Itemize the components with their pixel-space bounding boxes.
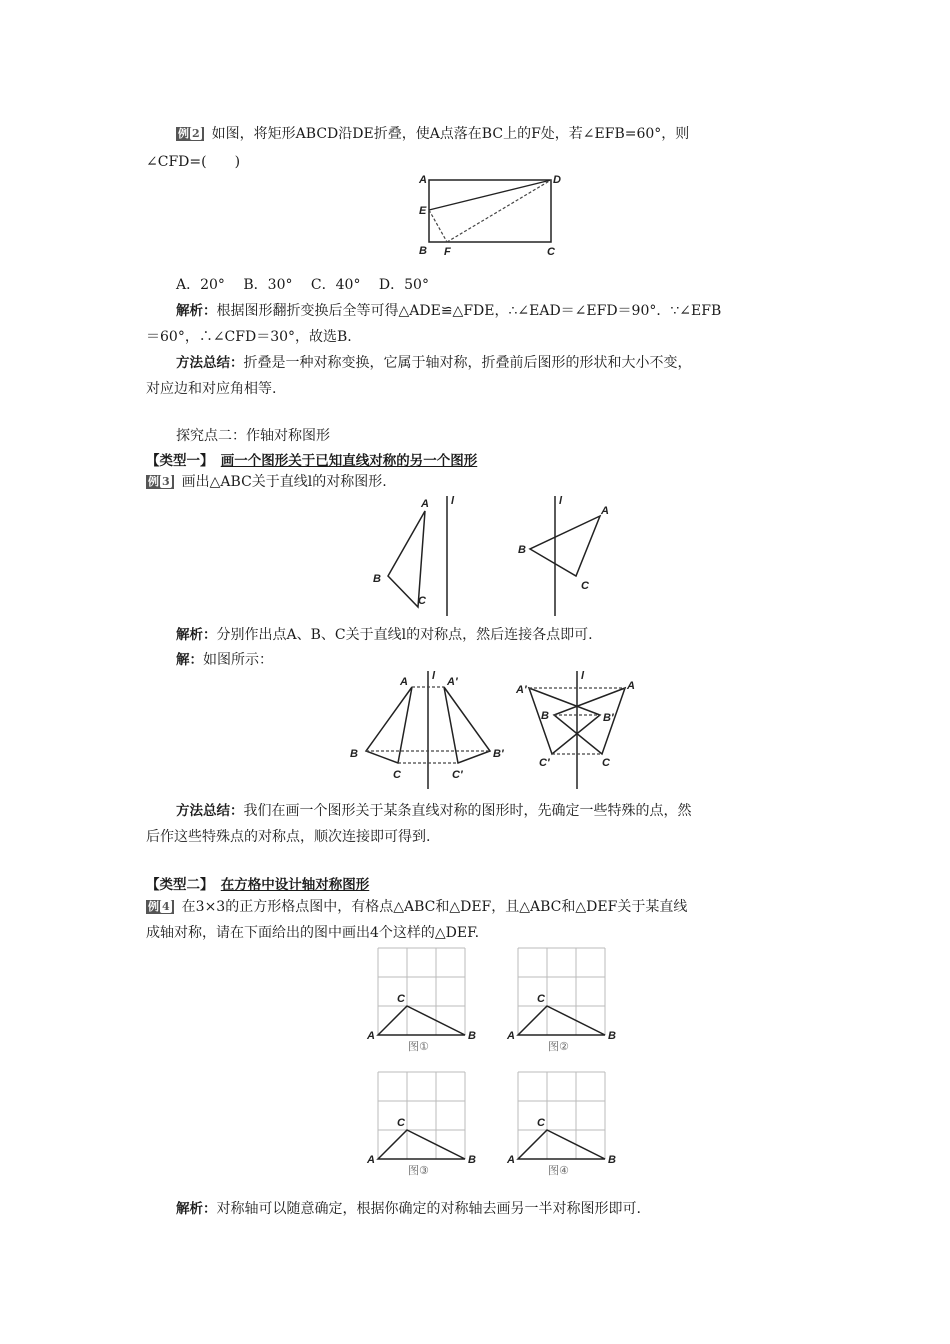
type2-heading: 【类型二】 在方格中设计轴对称图形 bbox=[146, 877, 370, 893]
ex4-analysis: 解析：对称轴可以随意确定，根据你确定的对称轴去画另一半对称图形即可. bbox=[176, 1201, 641, 1217]
label-c: C bbox=[537, 1117, 545, 1129]
label-b: B bbox=[468, 1154, 476, 1166]
ex3-question: 例 3 画出△ABC关于直线l的对称图形. bbox=[148, 474, 387, 490]
type1-heading: 【类型一】 画一个图形关于已知直线对称的另一个图形 bbox=[146, 453, 478, 469]
ex2-analysis-line2: ＝60°，∴∠CFD＝30°，故选B. bbox=[146, 329, 352, 345]
ex2-analysis-line1: 解析：根据图形翻折变换后全等可得△ADE≌△FDE，∴∠EAD＝∠EFD＝90°．∵∠EFB bbox=[176, 303, 722, 319]
label-b: B bbox=[419, 245, 427, 257]
dashed-ef bbox=[429, 210, 447, 242]
ex3-solution-figure bbox=[340, 665, 650, 795]
label-a: A bbox=[400, 676, 408, 688]
label-a: A bbox=[627, 680, 635, 692]
label-a: A bbox=[507, 1030, 515, 1042]
figure-caption: 图③ bbox=[408, 1165, 429, 1177]
label-c: C bbox=[393, 769, 401, 781]
label-b: B bbox=[608, 1154, 616, 1166]
label-b: B bbox=[468, 1030, 476, 1042]
label-c: C bbox=[397, 1117, 405, 1129]
dashed-fd bbox=[447, 180, 551, 242]
label-e: E bbox=[419, 205, 427, 217]
label-b2: B′ bbox=[493, 748, 504, 760]
label-c: C bbox=[537, 993, 545, 1005]
label-c: C bbox=[397, 993, 405, 1005]
section-title: 探究点二：作轴对称图形 bbox=[176, 428, 330, 444]
label-a: A bbox=[419, 174, 427, 186]
label-d: D bbox=[553, 174, 561, 186]
label-l: l bbox=[432, 670, 436, 682]
label-b: B bbox=[608, 1030, 616, 1042]
label-l: l bbox=[581, 670, 585, 682]
figure-caption: 图② bbox=[548, 1041, 569, 1053]
label-a: A bbox=[507, 1154, 515, 1166]
ex2-options: A．20° B．30° C．40° D．50° bbox=[176, 277, 429, 293]
label-a2: A′ bbox=[516, 684, 527, 696]
label-c: C bbox=[581, 580, 589, 592]
label-f: F bbox=[444, 246, 451, 258]
example-badge: 例 4 bbox=[146, 900, 174, 914]
label-b: B bbox=[373, 573, 381, 585]
label-c: C bbox=[602, 757, 610, 769]
grid-figure-3 bbox=[366, 1072, 476, 1177]
label-a: A bbox=[367, 1154, 375, 1166]
grid-figure-2 bbox=[506, 948, 616, 1053]
label-b2: B′ bbox=[603, 712, 614, 724]
label-c2: C′ bbox=[452, 769, 463, 781]
label-b: B bbox=[541, 710, 549, 722]
ex2-summary-line1: 方法总结：折叠是一种对称变换，它属于轴对称，折叠前后图形的形状和大小不变， bbox=[176, 355, 692, 371]
example-badge: 例 2 bbox=[176, 127, 204, 141]
fold-rectangle-figure bbox=[410, 168, 570, 258]
ex3-analysis: 解析：分别作出点A、B、C关于直线l的对称点，然后连接各点即可. bbox=[176, 627, 593, 643]
label-a: A bbox=[421, 498, 429, 510]
rectangle-abcd bbox=[429, 180, 551, 242]
triangle-abc bbox=[518, 1006, 605, 1035]
ex3-summary-line2: 后作这些特殊点的对称点，顺次连接即可得到. bbox=[146, 829, 431, 845]
triangle-abc bbox=[378, 1006, 465, 1035]
grid-figures bbox=[360, 940, 630, 1190]
label-a: A bbox=[601, 505, 609, 517]
triangle-abc-left bbox=[388, 511, 425, 607]
triangle-abc bbox=[518, 1130, 605, 1159]
ex3-summary-line1: 方法总结：我们在画一个图形关于某条直线对称的图形时，先确定一些特殊的点，然 bbox=[176, 803, 692, 819]
ex2-question-line2: ∠CFD=( ) bbox=[146, 154, 241, 170]
label-a: A bbox=[367, 1030, 375, 1042]
label-b: B bbox=[518, 544, 526, 556]
ex2-question-line1: 例 2 如图，将矩形ABCD沿DE折叠，使A点落在BC上的F处，若∠EFB=60°，则 bbox=[178, 126, 690, 142]
ex4-question-line2: 成轴对称，请在下面给出的图中画出4个这样的△DEF. bbox=[146, 925, 480, 941]
label-a2: A′ bbox=[447, 676, 458, 688]
label-c2: C′ bbox=[539, 757, 550, 769]
label-l: l bbox=[451, 495, 455, 507]
ex2-summary-line2: 对应边和对应角相等. bbox=[146, 381, 277, 397]
triangle-abc bbox=[378, 1130, 465, 1159]
triangle-abc-right bbox=[530, 516, 600, 576]
ex3-solution: 解：如图所示： bbox=[176, 652, 273, 668]
label-l: l bbox=[559, 495, 563, 507]
ex4-question-line1: 例 4 在3×3的正方形格点图中，有格点△ABC和△DEF，且△ABC和△DEF关于某直线 bbox=[148, 899, 688, 915]
label-c: C bbox=[418, 595, 426, 607]
label-b: B bbox=[350, 748, 358, 760]
crease-de bbox=[429, 180, 551, 210]
grid-figure-1 bbox=[366, 948, 476, 1053]
ex3-question-figure bbox=[360, 490, 620, 620]
example-badge: 例 3 bbox=[146, 475, 174, 489]
figure-caption: 图① bbox=[408, 1041, 429, 1053]
grid-figure-4 bbox=[506, 1072, 616, 1177]
figure-caption: 图④ bbox=[548, 1165, 569, 1177]
label-c: C bbox=[547, 246, 555, 258]
